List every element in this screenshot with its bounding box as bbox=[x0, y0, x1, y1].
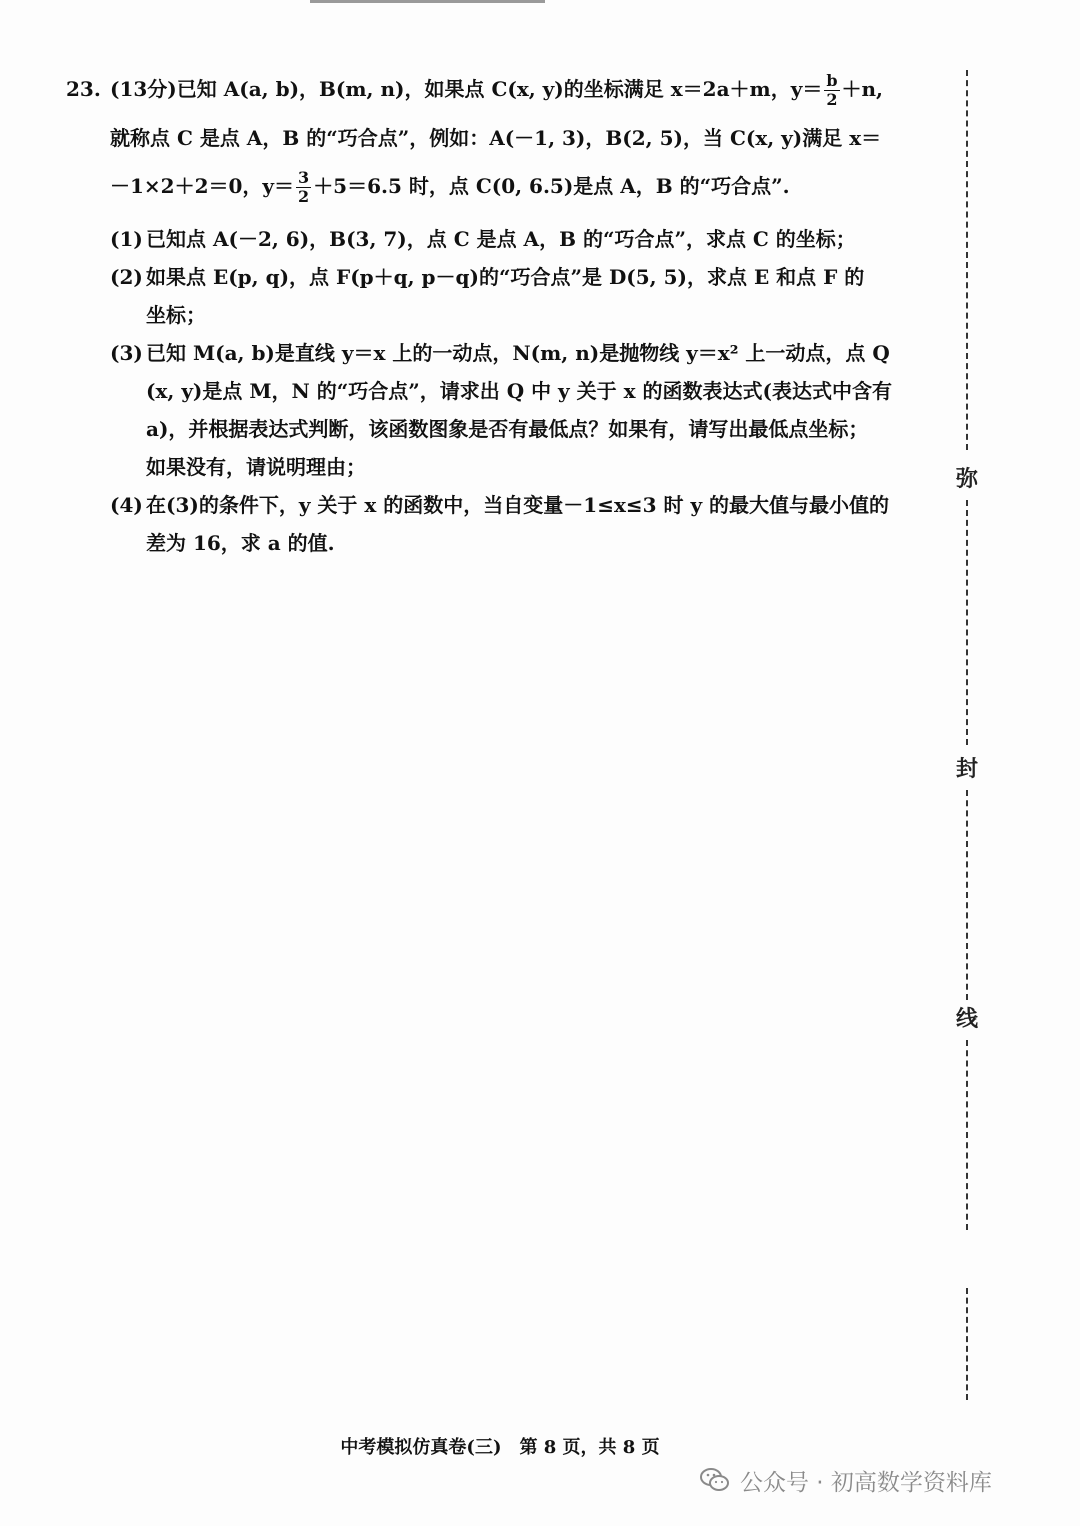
part-label: (4) bbox=[110, 493, 143, 517]
part-3-continued: 如果没有，请说明理由； bbox=[146, 455, 366, 479]
binding-line bbox=[952, 70, 982, 1400]
dashed-segment bbox=[966, 70, 968, 450]
cut-char: 封 bbox=[955, 752, 979, 783]
part-text: 已知 M(a, b)是直线 y＝x 上的一动点，N(m, n)是抛物线 y＝x² 上一动点，点 Q bbox=[146, 341, 890, 365]
part-text: 如果点 E(p, q)，点 F(p＋q, p－q)的“巧合点”是 D(5, 5)，求点 E 和点 F 的 bbox=[146, 265, 865, 289]
part-label: (1) bbox=[110, 227, 143, 251]
part-3-continued: a)，并根据表达式判断，该函数图象是否有最低点？如果有，请写出最低点坐标； bbox=[146, 417, 869, 441]
stem-text: ＋5＝6.5 时，点 C(0, 6.5)是点 A，B 的“巧合点”. bbox=[313, 174, 790, 198]
fraction-numerator: b bbox=[826, 71, 838, 90]
top-edge-rule bbox=[310, 0, 545, 3]
part-text: 在(3)的条件下，y 关于 x 的函数中，当自变量－1≤x≤3 时 y 的最大值与最小值的 bbox=[146, 493, 890, 517]
stem-text: －1×2＋2＝0，y＝ bbox=[110, 174, 295, 198]
stem-text: ＋n, bbox=[841, 77, 884, 101]
seal-char: 弥 bbox=[955, 462, 979, 493]
part-2 bbox=[66, 258, 946, 296]
part-text: 已知点 A(－2, 6)，B(3, 7)，点 C 是点 A，B 的“巧合点”，求点 C 的坐标； bbox=[146, 227, 856, 251]
question-stem-line-3 bbox=[66, 158, 946, 214]
question-stem-line-1 bbox=[66, 60, 946, 118]
part-4-continued: 差为 16，求 a 的值. bbox=[146, 531, 335, 555]
dashed-segment bbox=[966, 500, 968, 745]
fraction-3-over-2 bbox=[296, 169, 311, 206]
part-3-continued: (x, y)是点 M，N 的“巧合点”，请求出 Q 中 y 关于 x 的函数表达式(表达式中含有 bbox=[146, 379, 892, 403]
fraction-denominator: 2 bbox=[826, 90, 838, 109]
part-4 bbox=[66, 486, 946, 524]
watermark-text: 公众号 · 初高数学资料库 bbox=[740, 1469, 992, 1496]
fraction-denominator: 2 bbox=[298, 187, 310, 206]
part-3 bbox=[66, 334, 946, 372]
fraction-b-over-2 bbox=[824, 72, 839, 109]
part-2-continued: 坐标； bbox=[146, 303, 206, 327]
question-23 bbox=[66, 60, 946, 562]
dashed-segment bbox=[966, 1040, 968, 1230]
wechat-icon bbox=[700, 1467, 730, 1493]
part-label: (2) bbox=[110, 265, 143, 289]
page-footer: 中考模拟仿真卷(三) 第 8 页，共 8 页 bbox=[340, 1437, 660, 1458]
fraction-numerator: 3 bbox=[298, 168, 310, 187]
dashed-segment bbox=[966, 1288, 968, 1400]
question-stem-line-2: 就称点 C 是点 A，B 的“巧合点”，例如：A(－1, 3)，B(2, 5)，当 C(x, y)满足 x＝ bbox=[110, 126, 882, 150]
dashed-segment bbox=[966, 790, 968, 1000]
line-char: 线 bbox=[955, 1002, 979, 1033]
stem-text: (13分)已知 A(a, b)，B(m, n)，如果点 C(x, y)的坐标满足 x＝2a＋m，y＝ bbox=[110, 77, 823, 101]
part-1 bbox=[66, 220, 946, 258]
question-number: 23. bbox=[66, 77, 101, 101]
watermark bbox=[700, 1462, 992, 1498]
part-label: (3) bbox=[110, 341, 143, 365]
